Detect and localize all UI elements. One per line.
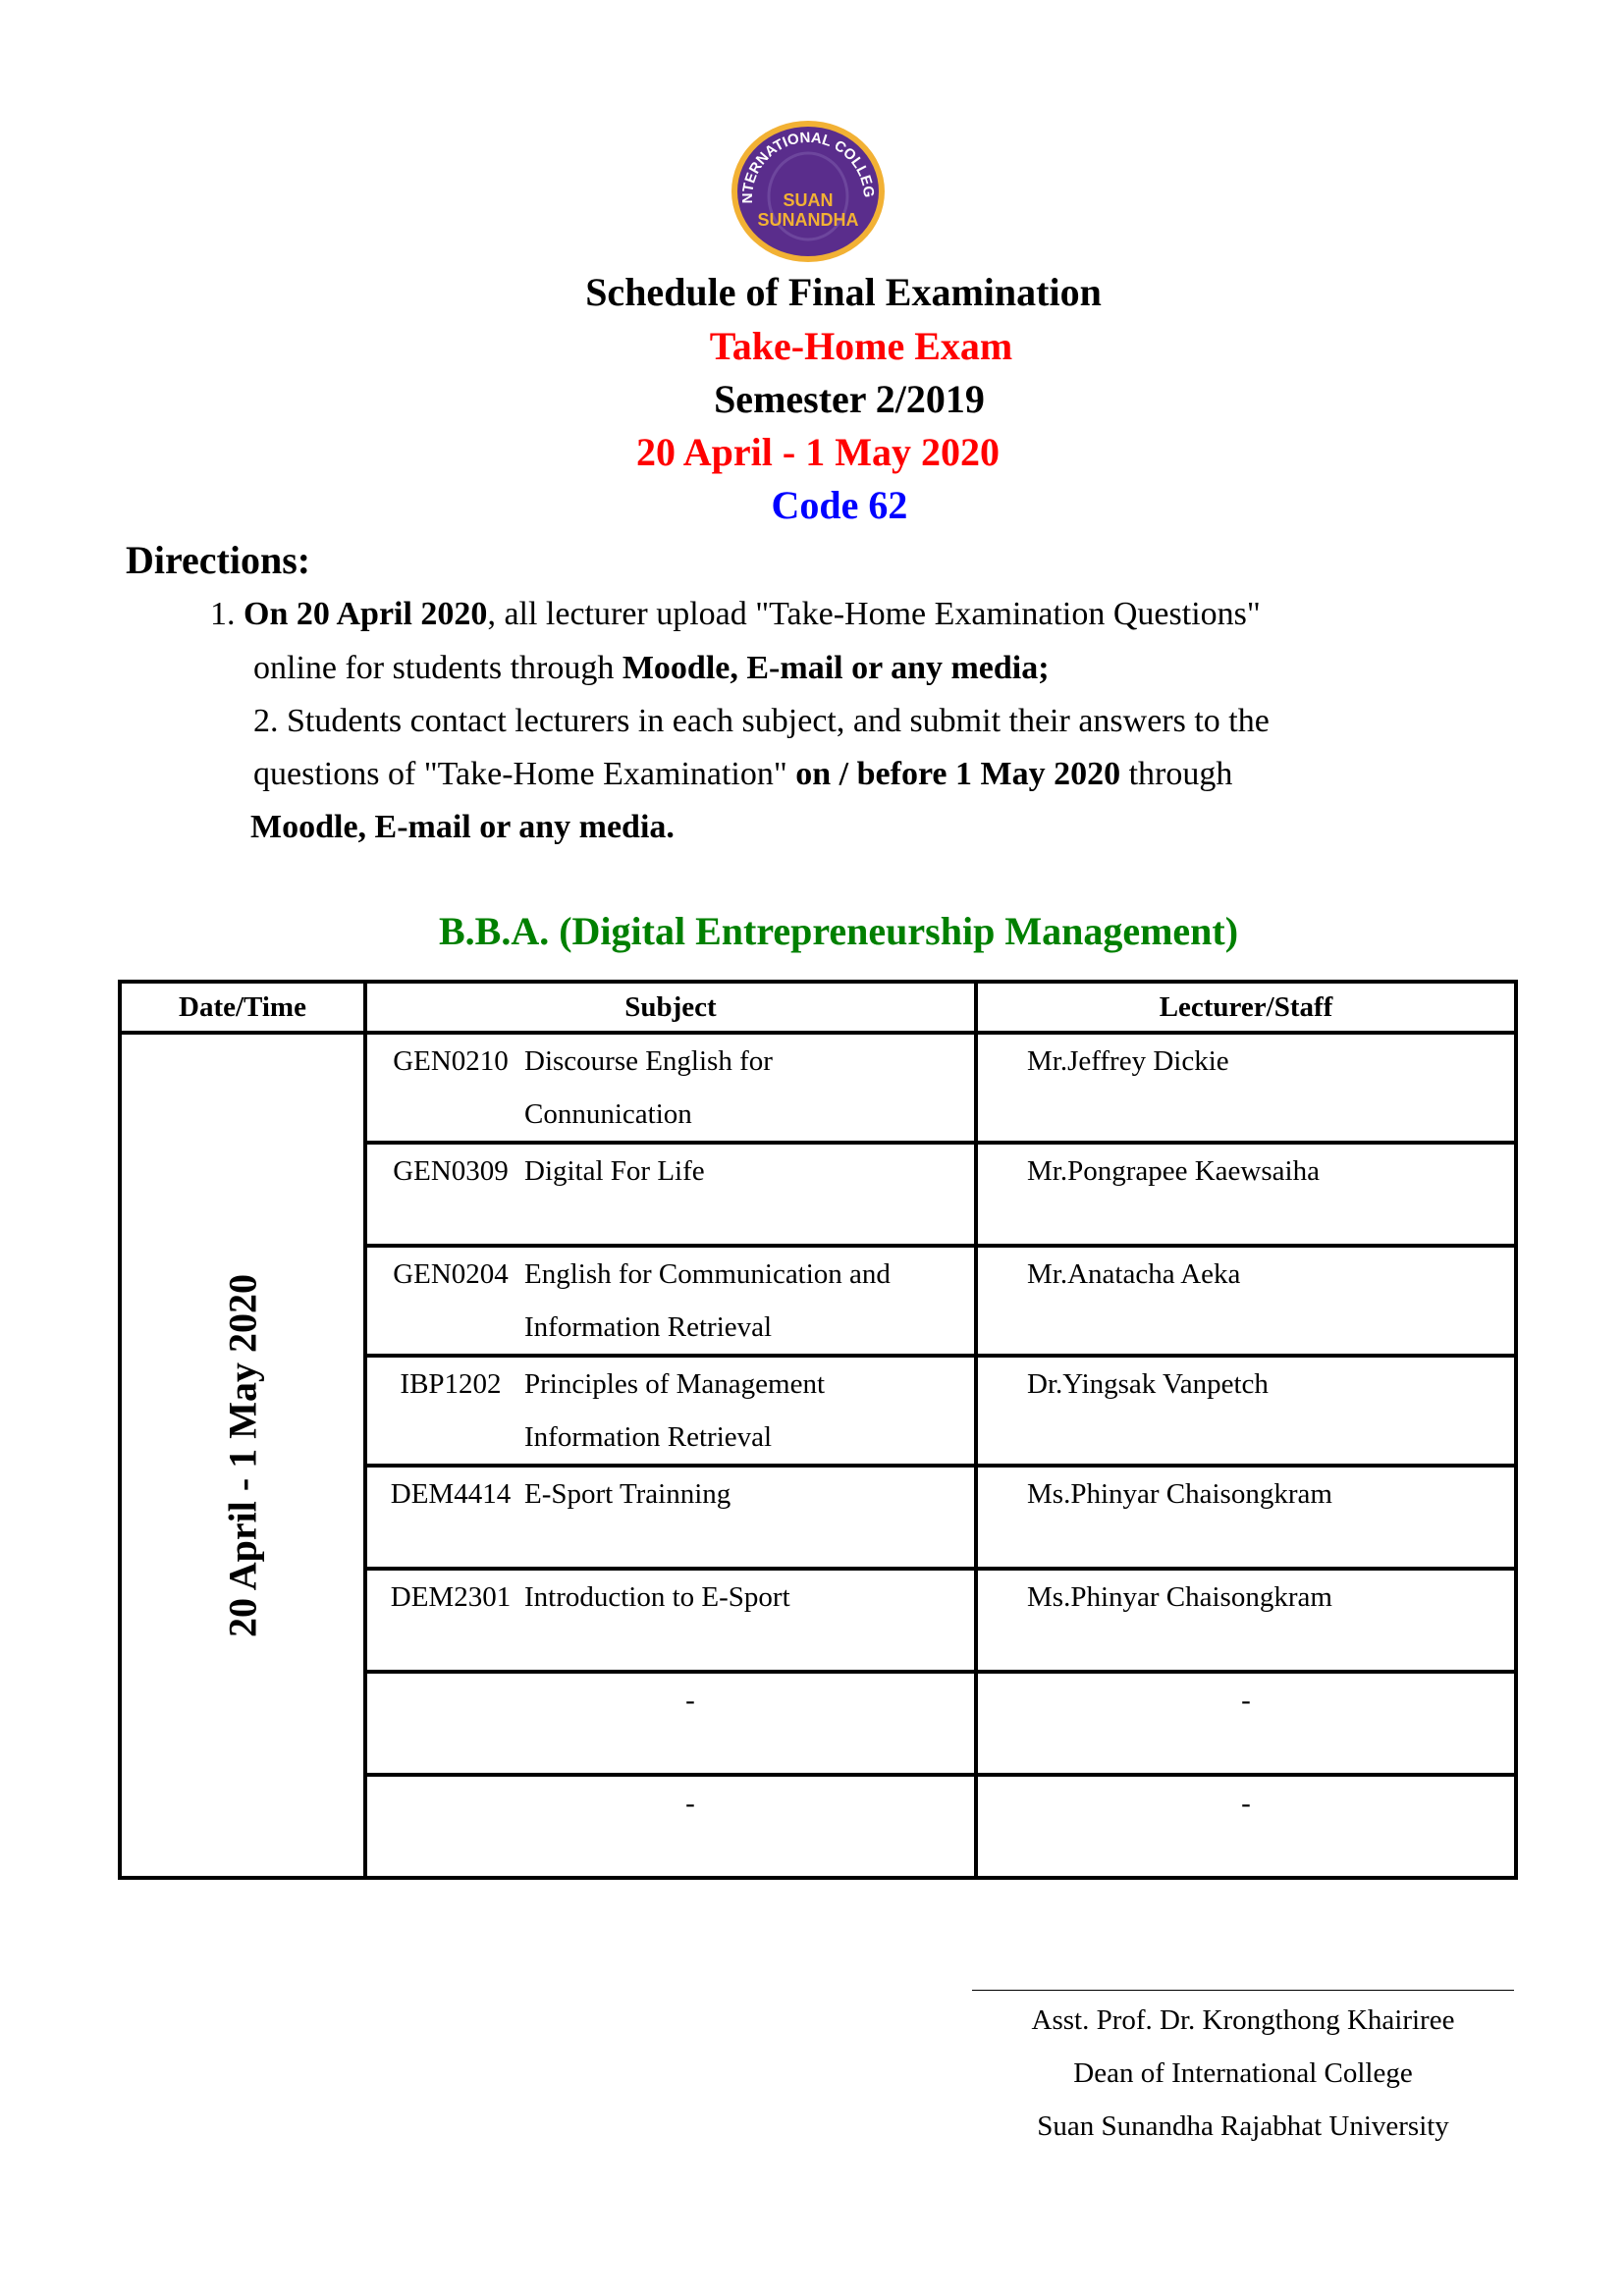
direction-item-1-line-2 — [253, 650, 1050, 687]
header-date-time: Date/Time — [120, 982, 365, 1033]
lecturer-name: Mr.Jeffrey Dickie — [1027, 1045, 1229, 1077]
logo-line2: SUNANDHA — [757, 210, 859, 230]
direction-item-2-line-2 — [253, 756, 1232, 793]
lecturer-cell — [976, 1569, 1516, 1672]
exam-type: Take-Home Exam — [709, 324, 1013, 368]
subject-name-cont: Information Retrieval — [524, 1421, 773, 1453]
exam-code: Code 62 — [771, 483, 908, 527]
lecturer-cell — [976, 1672, 1516, 1775]
signatory-position: Dean of International College — [1073, 2057, 1413, 2089]
direction-item-2-line-3 — [250, 809, 675, 846]
subject-cell — [365, 1143, 976, 1246]
subject-cell — [365, 1569, 976, 1672]
signatory-name: Asst. Prof. Dr. Krongthong Khairiree — [1031, 2004, 1455, 2036]
subject-placeholder: - — [685, 1788, 695, 1819]
semester: Semester 2/2019 — [714, 377, 985, 421]
direction-1-bold-media: Moodle, E-mail or any media; — [622, 650, 1050, 686]
page-title: Schedule of Final Examination — [585, 270, 1102, 314]
subject-code: GEN0210 — [393, 1045, 509, 1077]
subject-name: Introduction to E-Sport — [524, 1581, 790, 1613]
lecturer-placeholder: - — [1241, 1788, 1251, 1819]
lecturer-name: Dr.Yingsak Vanpetch — [1027, 1368, 1269, 1400]
schedule-table — [118, 980, 1518, 1880]
subject-cell — [365, 1775, 976, 1878]
direction-1-text: , all lecturer upload "Take-Home Examination Questions" — [487, 596, 1261, 632]
subject-cell — [365, 1356, 976, 1466]
signature-line — [972, 1990, 1514, 1991]
direction-2-bold-media: Moodle, E-mail or any media. — [250, 809, 675, 845]
subject-code: GEN0309 — [393, 1155, 509, 1187]
subject-name: Principles of Management — [524, 1368, 826, 1400]
lecturer-name: Mr.Anatacha Aeka — [1027, 1258, 1241, 1290]
date-vertical-label: 20 April - 1 May 2020 — [220, 1273, 265, 1637]
lecturer-cell — [976, 1143, 1516, 1246]
direction-item-1-line-1 — [210, 596, 1261, 633]
subject-cell — [365, 1033, 976, 1143]
direction-1-bold-date: On 20 April 2020 — [244, 596, 488, 632]
date-cell — [120, 1033, 365, 1878]
subject-code: DEM2301 — [390, 1581, 512, 1613]
direction-1-text-2: online for students through — [253, 650, 623, 686]
lecturer-placeholder: - — [1241, 1684, 1251, 1716]
date-range: 20 April - 1 May 2020 — [636, 430, 1000, 474]
subject-placeholder: - — [685, 1684, 695, 1716]
lecturer-cell — [976, 1466, 1516, 1569]
direction-2-bold-deadline: on / before 1 May 2020 — [795, 756, 1121, 792]
subject-name: Discourse English for — [524, 1045, 773, 1077]
lecturer-cell — [976, 1246, 1516, 1356]
subject-code: GEN0204 — [393, 1258, 509, 1290]
subject-cell — [365, 1246, 976, 1356]
direction-2-text-2: questions of "Take-Home Examination" — [253, 756, 796, 792]
table-row — [120, 1033, 1516, 1143]
signatory-institution: Suan Sunandha Rajabhat University — [1037, 2110, 1449, 2142]
subject-name: English for Communication and — [524, 1258, 891, 1290]
subject-name-cont: Information Retrieval — [524, 1311, 773, 1343]
subject-cell — [365, 1466, 976, 1569]
direction-1-number: 1. — [210, 596, 244, 632]
lecturer-cell — [976, 1356, 1516, 1466]
logo-line1: SUAN — [783, 190, 834, 210]
logo-arc-text: NTERNATIONAL COLLEG — [739, 129, 878, 204]
header-lecturer: Lecturer/Staff — [976, 982, 1516, 1033]
subject-code: DEM4414 — [390, 1478, 512, 1510]
lecturer-cell — [976, 1033, 1516, 1143]
directions-heading: Directions: — [126, 538, 311, 582]
direction-2-text-3: through — [1120, 756, 1233, 792]
subject-name-cont: Connunication — [524, 1098, 692, 1130]
college-logo — [727, 118, 890, 265]
header-subject: Subject — [365, 982, 976, 1033]
subject-name: E-Sport Trainning — [524, 1478, 731, 1510]
lecturer-name: Mr.Pongrapee Kaewsaiha — [1027, 1155, 1320, 1187]
subject-code: IBP1202 — [400, 1368, 502, 1400]
subject-name: Digital For Life — [524, 1155, 705, 1187]
program-title: B.B.A. (Digital Entrepreneurship Management) — [438, 909, 1239, 953]
lecturer-name: Ms.Phinyar Chaisongkram — [1027, 1581, 1332, 1613]
subject-cell — [365, 1672, 976, 1775]
lecturer-name: Ms.Phinyar Chaisongkram — [1027, 1478, 1332, 1510]
lecturer-cell — [976, 1775, 1516, 1878]
direction-item-2-line-1: 2. Students contact lecturers in each subject, and submit their answers to the — [253, 703, 1270, 739]
college-logo-emblem — [727, 118, 890, 265]
table-header-row — [120, 982, 1516, 1033]
